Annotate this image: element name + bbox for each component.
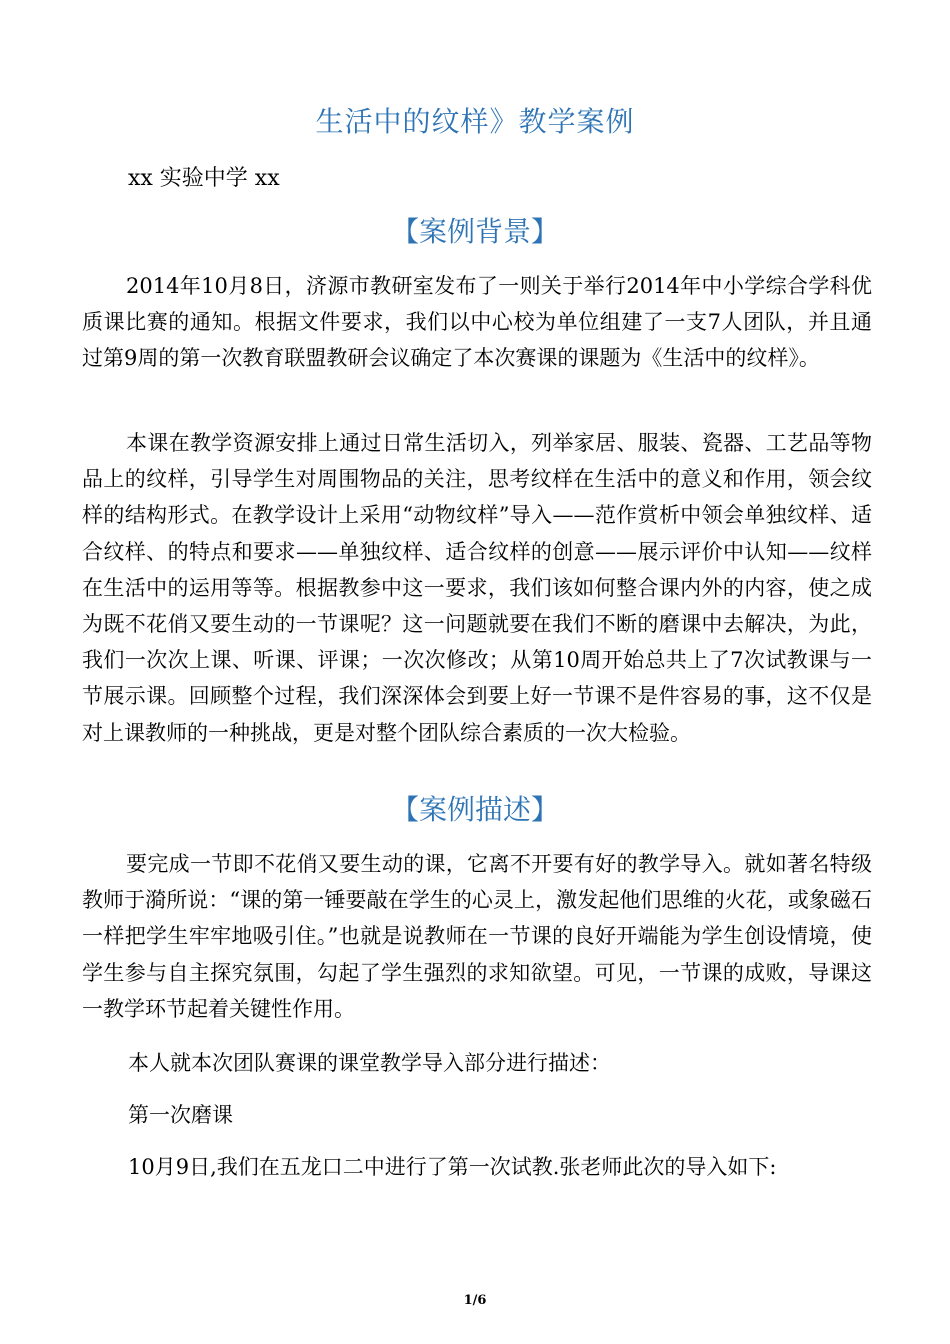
background-paragraph-1: 2014年10月8日，济源市教研室发布了一则关于举行2014年中小学综合学科优质课比赛的通知。根据文件要求，我们以中心校为单位组建了一支7人团队，并且通过第9周的第一次教育联盟教研会议确定了本次赛课的课题为《生活中的纹样》。 — [82, 274, 872, 371]
page-number: 1/6 — [463, 1293, 487, 1308]
document-title: 生活中的纹样》教学案例 — [315, 105, 635, 138]
description-paragraph-1: 要完成一节即不花俏又要生动的课，它离不开要有好的教学导入。就如著名特级教师于漪所说：“课的第一锤要敲在学生的心灵上，激发起他们思维的火花，或象磁石一样把学生牢牢地吸引住。”也就是说教师在一节课的良好开端能为学生创设情境，使学生参与自主探究氛围，勾起了学生强烈的求知欲望。可见，一节课的成败，导课这一教学环节起着关键性作用。 — [82, 852, 872, 1021]
section-heading-description: 【案例描述】 — [390, 793, 559, 826]
description-line-date: 10月9日,我们在五龙口二中进行了第一次试教.张老师此次的导入如下: — [128, 1155, 777, 1179]
description-line-intro: 本人就本次团队赛课的课堂教学导入部分进行描述： — [128, 1051, 611, 1075]
background-paragraph-2: 本课在教学资源安排上通过日常生活切入，列举家居、服装、瓷器、工艺品等物品上的纹样，引导学生对周围物品的关注，思考纹样在生活中的意义和作用，领会纹样的结构形式。在教学设计上采用“动物纹样”导入——范作赏析中领会单独纹样、适合纹样、的特点和要求——单独纹样、适合纹样的创意——展示评价中认知——纹样在生活中的运用等等。根据教参中这一要求，我们该如何整合课内外的内容，使之成为既不花俏又要生动的一节课呢？这一问题就要在我们不断的磨课中去解决，为此，我们一次次上课、听课、评课；一次次修改；从第10周开始总共上了7次试教课与一节展示课。回顾整个过程，我们深深体会到要上好一节课不是件容易的事，这不仅是对上课教师的一种挑战，更是对整个团队综合素质的一次大检验。 — [82, 431, 872, 745]
section-heading-background: 【案例背景】 — [390, 215, 559, 248]
description-line-first-session: 第一次磨课 — [128, 1103, 233, 1127]
author-line: xx 实验中学 xx — [128, 166, 280, 191]
